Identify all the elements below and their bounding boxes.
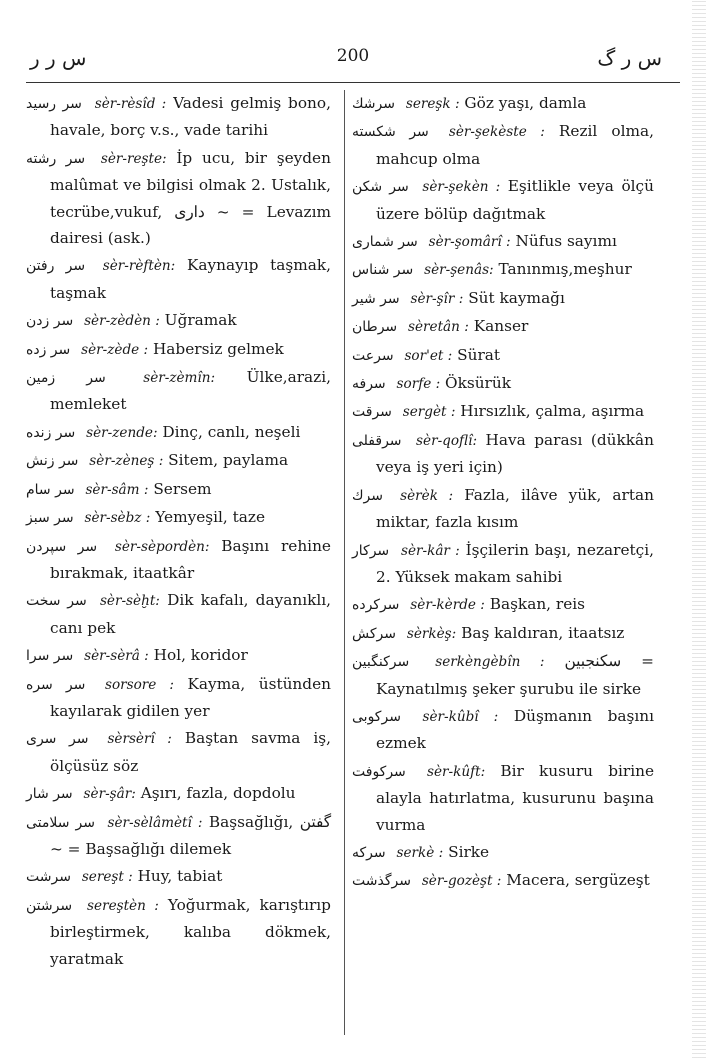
headword: sèr-sèḫt: xyxy=(99,593,160,610)
headword: sèr-zende: xyxy=(86,424,158,441)
dictionary-entry xyxy=(352,285,654,312)
left-column xyxy=(26,90,331,973)
right-column xyxy=(352,90,654,896)
headword: sèr-sèpordèn: xyxy=(114,538,210,555)
arabic-term: سر سخت xyxy=(26,593,87,610)
definition: سكنجبين = Kaynatılmış şeker şurubu ile sirke xyxy=(376,652,654,698)
definition: İşçilerin başı, nezaretçi, 2. Yüksek makam sahibi xyxy=(376,540,654,586)
dictionary-entry xyxy=(26,892,331,972)
dictionary-entry xyxy=(352,537,654,591)
page-number: 200 xyxy=(336,46,370,66)
definition: Yoğurmak, karıştırıp birleştirmek, kalıba dökmek, yaratmak xyxy=(50,895,331,968)
headword: sèr-şîr : xyxy=(410,290,464,307)
headword: sèr-zèneş : xyxy=(89,453,164,470)
dictionary-entry xyxy=(352,90,654,117)
headword: sèr-reşte: xyxy=(100,150,167,167)
dictionary-entry xyxy=(352,313,654,340)
definition: Aşırı, fazla, dopdolu xyxy=(140,784,296,803)
headword: sèr-sèbz : xyxy=(84,510,151,527)
arabic-term: سر سام xyxy=(26,481,75,498)
dictionary-entry xyxy=(26,364,331,418)
dictionary-entry xyxy=(26,725,331,779)
dictionary-entry xyxy=(352,228,654,255)
definition: Hırsızlık, çalma, aşırma xyxy=(460,402,645,421)
dictionary-entry xyxy=(26,476,331,503)
dictionary-entry xyxy=(26,504,331,531)
arabic-term: سرگذشت xyxy=(352,873,411,890)
headword: sèr-şomârî : xyxy=(428,234,511,251)
headword: sèr-zèdèn : xyxy=(84,313,160,330)
dictionary-entry xyxy=(352,398,654,425)
definition: Hol, koridor xyxy=(153,646,248,665)
dictionary-entry xyxy=(26,863,331,890)
dictionary-entry xyxy=(26,252,331,306)
dictionary-entry xyxy=(352,256,654,283)
headword: sèr-rèsîd : xyxy=(94,96,167,112)
arabic-term: سر شار xyxy=(26,786,73,803)
headword: sereşk : xyxy=(405,96,460,112)
dictionary-entry xyxy=(352,758,654,838)
arabic-term: سرشت xyxy=(26,869,71,886)
arabic-term: سر زدن xyxy=(26,313,74,330)
headword: sèr-gozèşt : xyxy=(421,873,502,890)
headword: sèr-kâr : xyxy=(400,542,460,559)
arabic-term: سر شكن xyxy=(352,179,409,196)
definition: Fazla, ilâve yük, artan miktar, fazla kısım xyxy=(376,485,654,532)
page-header xyxy=(0,46,706,76)
definition: Sirke xyxy=(448,842,490,861)
dictionary-entry xyxy=(352,867,654,894)
headword: sèr-zède : xyxy=(81,341,149,358)
arabic-term: سرقفلى xyxy=(352,432,402,449)
arabic-term: سرقت xyxy=(352,404,392,421)
headword: sereşt : xyxy=(81,869,133,886)
definition: Vadesi gelmiş bono, havale, borç v.s., vade tarihi xyxy=(50,94,331,140)
dictionary-entry xyxy=(26,780,331,807)
headword: sèr-kûbî : xyxy=(422,708,499,725)
arabic-term: سر زنده xyxy=(26,424,76,441)
headword: sèr-zèmîn: xyxy=(143,370,216,387)
definition: Habersiz gelmek xyxy=(152,339,284,358)
definition: Dinç, canlı, neşeli xyxy=(162,422,301,441)
headword: sereştèn : xyxy=(87,897,159,914)
definition: Öksürük xyxy=(445,374,511,393)
definition: Kanser xyxy=(473,317,529,336)
definition: Kaynayıp taşmak, taşmak xyxy=(50,256,331,302)
header-right-letters: س ر گ xyxy=(597,46,662,70)
dictionary-entry xyxy=(26,533,331,587)
definition: Düşmanın başını ezmek xyxy=(376,706,654,753)
definition: Uğramak xyxy=(164,311,237,330)
headword: sèr-şenâs: xyxy=(424,262,494,279)
headword: sergèt : xyxy=(402,404,456,421)
headword: sèr-sèlâmètî : xyxy=(107,814,203,831)
headword: sèretân : xyxy=(408,319,469,336)
dictionary-entry xyxy=(352,620,654,647)
arabic-term: سر سلامتى xyxy=(26,814,96,831)
arabic-term: سر رشته xyxy=(26,150,86,167)
dictionary-entry xyxy=(352,839,654,866)
headword: sèr-sèrâ : xyxy=(84,648,149,665)
arabic-term: سر شكسته xyxy=(352,124,429,141)
dictionary-entry xyxy=(352,427,654,481)
dictionary-entry xyxy=(352,703,654,757)
arabic-term: سرشتن xyxy=(26,897,73,914)
header-left-letters: س ر ر xyxy=(30,46,87,70)
definition: Baş kaldıran, itaatsız xyxy=(461,623,625,642)
arabic-term: سر زنش xyxy=(26,453,79,470)
headword: sèr-kèrde : xyxy=(410,597,485,614)
headword: sèrsèrî : xyxy=(107,731,172,748)
headword: sèr-sâm : xyxy=(85,481,149,498)
definition: Tanınmış,meşhur xyxy=(498,260,632,279)
headword: sorfe : xyxy=(396,376,441,393)
arabic-term: سركه xyxy=(352,844,386,861)
definition: Baştan savma iş, ölçüsüz söz xyxy=(50,729,331,775)
headword: sèr-rèftèn: xyxy=(102,258,176,275)
definition: Nüfus sayımı xyxy=(515,232,617,251)
definition: Süt kaymağı xyxy=(468,288,565,307)
dictionary-entry xyxy=(352,118,654,172)
definition: Hava parası (dükkân veya iş yeri için) xyxy=(376,430,654,477)
headword: sèrkèş: xyxy=(406,625,457,642)
dictionary-entry xyxy=(26,642,331,669)
arabic-term: سركوفت xyxy=(352,763,406,780)
arabic-term: سرفه xyxy=(352,376,386,393)
arabic-term: سر سره xyxy=(26,676,86,693)
arabic-term: سر زده xyxy=(26,341,71,358)
definition: Eşitlikle veya ölçü üzere bölüp dağıtmak xyxy=(376,177,654,223)
headword: sor'et : xyxy=(404,347,453,364)
definition: Sersem xyxy=(153,479,212,498)
dictionary-entry xyxy=(352,482,654,536)
definition: Göz yaşı, damla xyxy=(464,94,587,112)
headword: sèr-qoflî: xyxy=(416,432,478,449)
dictionary-entry xyxy=(26,587,331,641)
definition: Bir kusuru birine alayla hatırlatma, kusurunu başına vurma xyxy=(376,761,654,834)
definition: Sitem, paylama xyxy=(168,451,289,470)
arabic-term: سر سرى xyxy=(26,731,89,748)
definition: Rezil olma, mahcup olma xyxy=(376,122,654,168)
headword: sèr-şekèn : xyxy=(422,179,501,196)
definition: Macera, sergüzeşt xyxy=(506,871,650,890)
arabic-term: سر رفتن xyxy=(26,258,86,275)
headword: sorsore : xyxy=(104,676,174,693)
definition: İp ucu, bir şeyden malûmat ve bilgisi olmak 2. Ustalık, tecrübe,vukuf, دارى ~ = Levazım dairesi (ask.) xyxy=(50,148,331,248)
scan-edge xyxy=(692,0,706,1058)
arabic-term: سر سرا xyxy=(26,648,74,665)
headword: serkèngèbîn : xyxy=(435,654,545,671)
definition: Huy, tabiat xyxy=(137,867,223,886)
header-rule xyxy=(26,82,680,83)
arabic-term: سر شناس xyxy=(352,262,414,279)
definition: Kayma, üstünden kayılarak gidilen yer xyxy=(50,674,331,720)
arabic-term: سر زمين xyxy=(26,370,106,387)
headword: sèr-şâr: xyxy=(83,786,136,803)
arabic-term: سركرده xyxy=(352,597,400,614)
arabic-term: سرعت xyxy=(352,347,394,364)
arabic-term: سركوبى xyxy=(352,708,401,725)
arabic-term: سر شير xyxy=(352,290,400,307)
dictionary-entry xyxy=(26,671,331,725)
headword: sèr-kûft: xyxy=(427,763,486,780)
arabic-term: سر شمارى xyxy=(352,234,418,251)
dictionary-entry xyxy=(26,447,331,474)
dictionary-entry xyxy=(352,173,654,227)
headword: sèr-şekèste : xyxy=(448,124,545,141)
headword: sèrèk : xyxy=(400,487,454,504)
dictionary-entry xyxy=(352,648,654,702)
definition: Ülke,arazi, memleket xyxy=(50,368,331,414)
arabic-term: سركار xyxy=(352,542,390,559)
definition: Başını rehine bırakmak, itaatkâr xyxy=(50,536,331,582)
arabic-term: سركش xyxy=(352,625,396,642)
dictionary-entry xyxy=(26,809,331,863)
arabic-term: سر سپردن xyxy=(26,538,98,555)
definition: Başkan, reis xyxy=(489,595,586,614)
dictionary-entry xyxy=(26,419,331,446)
arabic-term: سرطان xyxy=(352,319,398,336)
definition: Yemyeşil, taze xyxy=(155,508,266,527)
column-divider xyxy=(344,90,345,1035)
arabic-term: سر رسيد xyxy=(26,96,82,112)
dictionary-entry xyxy=(26,145,331,252)
headword: serkè : xyxy=(396,844,444,861)
arabic-term: سرك xyxy=(352,487,383,504)
definition: Başsağlığı, گفتن ~ = Başsağlığı dilemek xyxy=(50,812,331,858)
dictionary-entry xyxy=(26,307,331,334)
definition: Sürat xyxy=(457,345,501,364)
arabic-term: سر سبز xyxy=(26,510,74,527)
dictionary-entry xyxy=(352,342,654,369)
arabic-term: سرشك xyxy=(352,96,395,112)
definition: Dik kafalı, dayanıklı, canı pek xyxy=(50,591,331,637)
dictionary-entry xyxy=(26,90,331,144)
dictionary-entry xyxy=(26,336,331,363)
dictionary-entry xyxy=(352,591,654,618)
dictionary-entry xyxy=(352,370,654,397)
arabic-term: سركنگبين xyxy=(352,654,410,671)
